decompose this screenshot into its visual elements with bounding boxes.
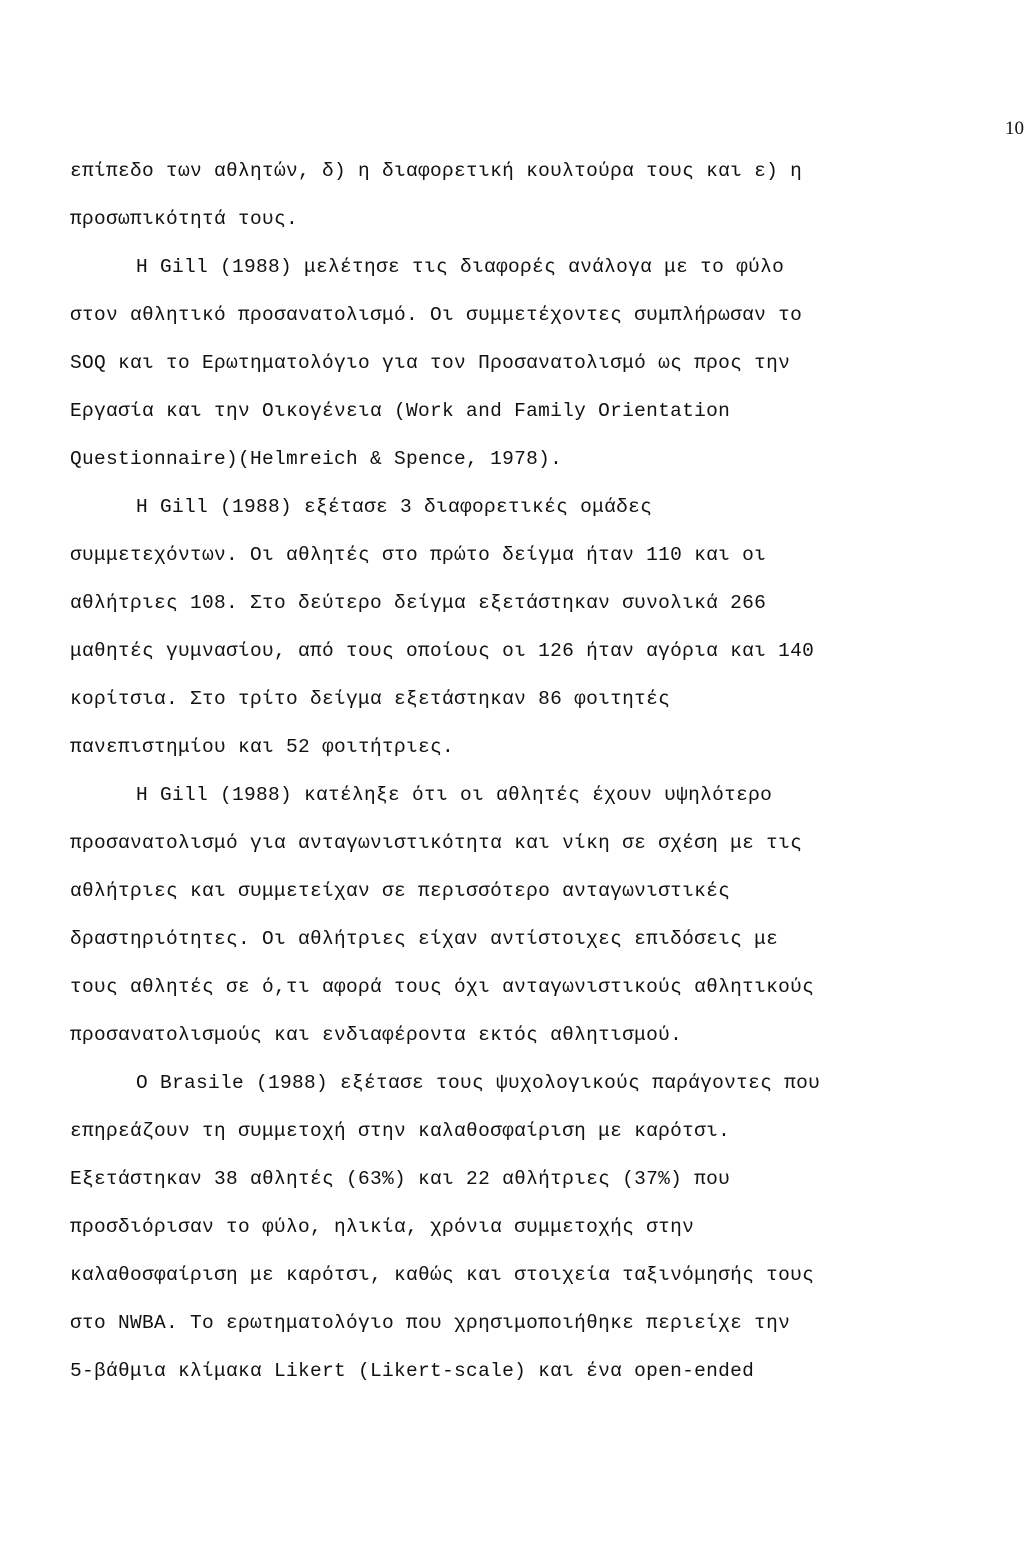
text-line: Εργασία και την Οικογένεια (Work and Family Orientation [70, 400, 731, 422]
text-line: 5-βάθμια κλίμακα Likert (Likert-scale) και ένα open-ended [70, 1360, 755, 1382]
text-line: τους αθλητές σε ό,τι αφορά τους όχι ανταγωνιστικούς αθλητικούς [70, 976, 815, 998]
text-line: κορίτσια. Στο τρίτο δείγμα εξετάστηκαν 86 φοιτητές [70, 688, 671, 710]
text-line: στον αθλητικό προσανατολισμό. Οι συμμετέχοντες συμπλήρωσαν το [70, 304, 803, 326]
text-line: προσωπικότητά τους. [70, 208, 299, 230]
paragraph-start-line: Η Gill (1988) κατέληξε ότι οι αθλητές έχουν υψηλότερο [136, 784, 773, 806]
text-line: αθλήτριες 108. Στο δεύτερο δείγμα εξετάστηκαν συνολικά 266 [70, 592, 767, 614]
text-line: αθλήτριες και συμμετείχαν σε περισσότερο ανταγωνιστικές [70, 880, 731, 902]
text-line: Questionnaire)(Helmreich & Spence, 1978). [70, 448, 563, 470]
paragraph-start-line: Ο Brasile (1988) εξέτασε τους ψυχολογικούς παράγοντες που [136, 1072, 821, 1094]
text-line: πανεπιστημίου και 52 φοιτήτριες. [70, 736, 455, 758]
text-line: SOQ και το Ερωτηματολόγιο για τον Προσανατολισμό ως προς την [70, 352, 791, 374]
text-line: δραστηριότητες. Οι αθλήτριες είχαν αντίστοιχες επιδόσεις με [70, 928, 779, 950]
text-line: συμμετεχόντων. Οι αθλητές στο πρώτο δείγμα ήταν 110 και οι [70, 544, 767, 566]
text-line: προσδιόρισαν το φύλο, ηλικία, χρόνια συμμετοχής στην [70, 1216, 695, 1238]
text-line: καλαθοσφαίριση με καρότσι, καθώς και στοιχεία ταξινόμησής τους [70, 1264, 815, 1286]
paragraph-start-line: Η Gill (1988) μελέτησε τις διαφορές ανάλογα με το φύλο [136, 256, 785, 278]
text-line: επηρεάζουν τη συμμετοχή στην καλαθοσφαίριση με καρότσι. [70, 1120, 731, 1142]
text-line: Εξετάστηκαν 38 αθλητές (63%) και 22 αθλήτριες (37%) που [70, 1168, 731, 1190]
text-line: στο NWBA. Το ερωτηματολόγιο που χρησιμοποιήθηκε περιείχε την [70, 1312, 791, 1334]
text-line: προσανατολισμούς και ενδιαφέροντα εκτός αθλητισμού. [70, 1024, 683, 1046]
text-line: επίπεδο των αθλητών, δ) η διαφορετική κουλτούρα τους και ε) η [70, 160, 803, 182]
text-line: προσανατολισμό για ανταγωνιστικότητα και νίκη σε σχέση με τις [70, 832, 803, 854]
page-number: 10 [1005, 118, 1024, 139]
text-line: μαθητές γυμνασίου, από τους οποίους οι 126 ήταν αγόρια και 140 [70, 640, 815, 662]
paragraph-start-line: Η Gill (1988) εξέτασε 3 διαφορετικές ομάδες [136, 496, 653, 518]
